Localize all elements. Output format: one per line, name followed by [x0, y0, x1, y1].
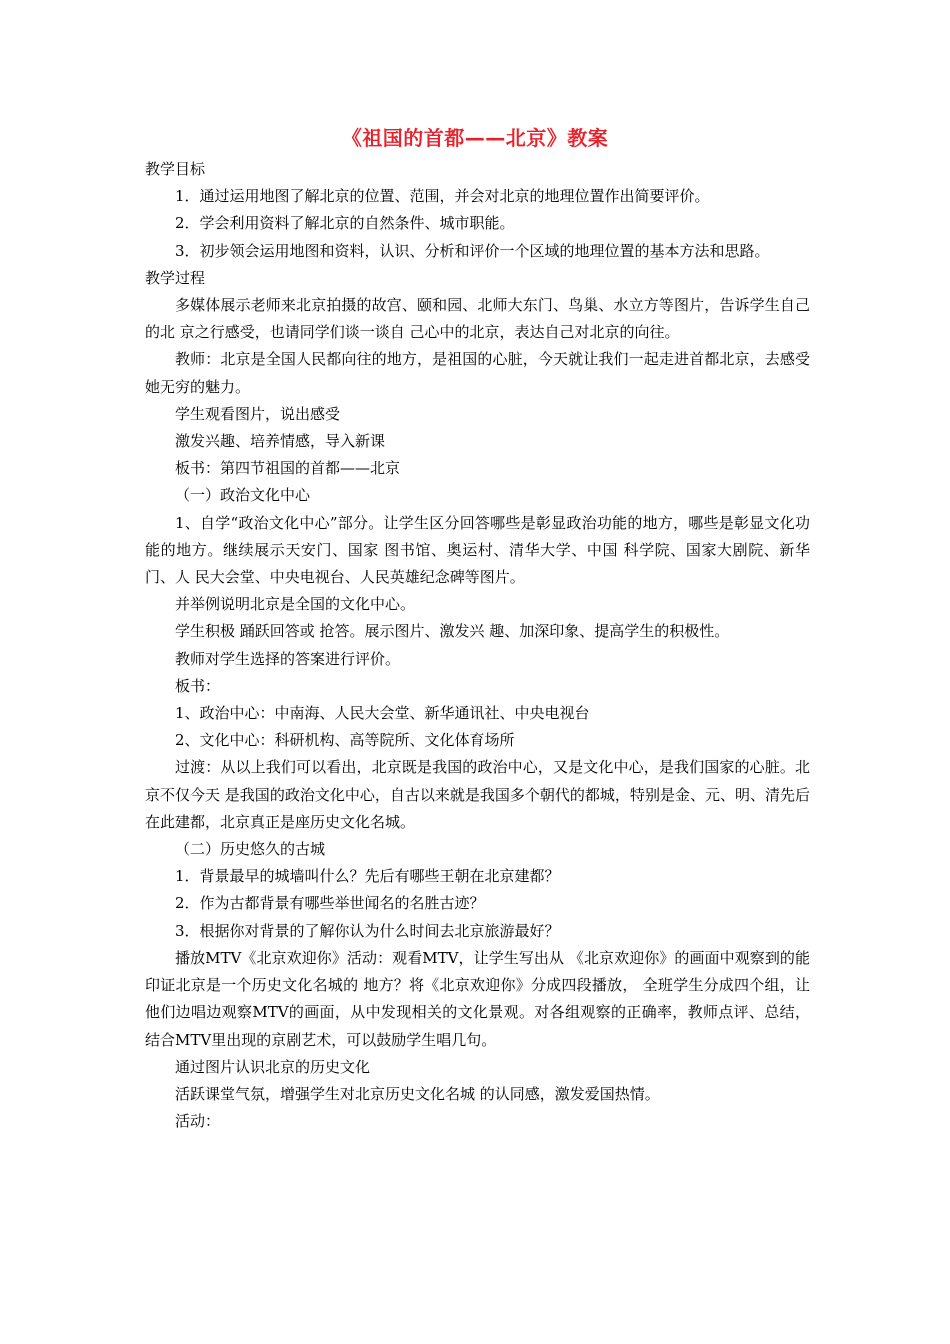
paragraph: 播放MTV《北京欢迎你》活动：观看MTV，让学生写出从 《北京欢迎你》的画面中观察到的能印证北京是一个历史文化名城的 地方？将《北京欢迎你》分成四段播放， 全班学生分成四个组，让他们边唱边观察MTV的画面，从中发现相关的文化景观。对各组观察的正确率，教师点评、总结，结合MTV里出现的京剧艺术，可以鼓励学生唱几句。 [145, 948, 810, 1049]
paragraph: 3．根据你对背景的了解你认为什么时间去北京旅游最好？ [175, 921, 560, 940]
paragraph: 1．通过运用地图了解北京的位置、范围，并会对北京的地理位置作出简要评价。 [175, 187, 710, 206]
paragraph: 3．初步领会运用地图和资料，认识、分析和评价一个区域的地理位置的基本方法和思路。 [175, 241, 770, 260]
paragraph: （二）历史悠久的古城 [175, 840, 326, 859]
paragraph: 活跃课堂气氛，增强学生对北京历史文化名城 的认同感，激发爱国热情。 [175, 1084, 660, 1103]
paragraph: 学生积极 踊跃回答或 抢答。展示图片、激发兴 趣、加深印象、提高学生的积极性。 [175, 622, 730, 641]
paragraph: 1、政治中心：中南海、人民大会堂、新华通讯社、中央电视台 [175, 704, 590, 723]
paragraph: 过渡：从以上我们可以看出，北京既是我国的政治中心，又是文化中心，是我们国家的心脏。北京不仅今天 是我国的政治文化中心，自古以来就是我国多个朝代的都城，特别是金、元、明、清先后在此建都，北京真正是座历史文化名城。 [145, 758, 810, 831]
paragraph: 2．学会利用资料了解北京的自然条件、城市职能。 [175, 214, 515, 233]
paragraph: 并举例说明北京是全国的文化中心。 [175, 595, 416, 614]
paragraph: 1．背景最早的城墙叫什么？先后有哪些王朝在北京建都？ [175, 867, 560, 886]
section-heading: 教学目标 [145, 160, 206, 178]
paragraph: 2．作为古都背景有哪些举世闻名的名胜古迹？ [175, 894, 485, 913]
paragraph: 教师：北京是全国人民都向往的地方，是祖国的心脏，今天就让我们一起走进首都北京，去感受她无穷的魅力。 [145, 350, 810, 396]
paragraph: （一）政治文化中心 [175, 486, 311, 505]
document-body [145, 156, 810, 1135]
paragraph: 多媒体展示老师来北京拍摄的故宫、颐和园、北师大东门、鸟巢、水立方等图片，告诉学生自己的北 京之行感受，也请同学们谈一谈自 己心中的北京，表达自己对北京的向往。 [145, 296, 810, 342]
paragraph: 活动： [175, 1112, 221, 1131]
paragraph: 1、自学“政治文化中心”部分。让学生区分回答哪些是彰显政治功能的地方，哪些是彰显文化功能的地方。继续展示天安门、国家 图书馆、奥运村、清华大学、中国 科学院、国家大剧院、新华门、人 民大会堂、中央电视台、人民英雄纪念碑等图片。 [145, 513, 810, 587]
paragraph: 教师对学生选择的答案进行评价。 [175, 649, 401, 668]
paragraph: 板书：第四节祖国的首都——北京 [175, 459, 401, 478]
paragraph: 板书： [175, 676, 221, 695]
paragraph: 学生观看图片，说出感受 [175, 404, 341, 423]
paragraph: 通过图片认识北京的历史文化 [175, 1057, 371, 1076]
paragraph: 激发兴趣、培养情感，导入新课 [175, 432, 386, 451]
document-title: 《祖国的首都——北京》教案 [341, 126, 609, 150]
section-heading: 教学过程 [145, 268, 206, 287]
paragraph: 2、文化中心：科研机构、高等院所、文化体育场所 [175, 731, 515, 750]
